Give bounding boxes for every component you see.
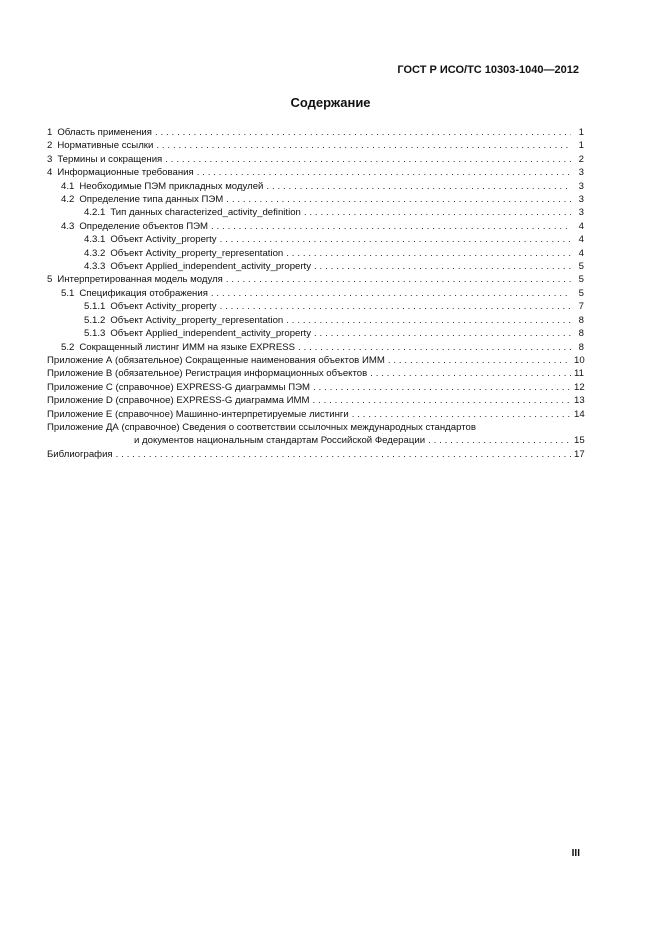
- toc-entry[interactable]: [47, 233, 584, 246]
- toc-entry[interactable]: [47, 341, 584, 354]
- toc-entry-title: Определение типа данных ПЭМ: [79, 194, 224, 206]
- toc-entry-title: Нормативные ссылки: [57, 140, 154, 152]
- dot-leader: [220, 233, 571, 246]
- toc-entry-page: 14: [574, 408, 585, 420]
- toc-entry-title: Интерпретированная модель модуля: [57, 274, 223, 286]
- toc-entry-number: 1: [47, 127, 53, 138]
- toc-entry-number: 5: [47, 274, 53, 286]
- toc-entry[interactable]: [47, 247, 584, 260]
- toc-entry-page: 5: [578, 261, 584, 273]
- toc-entry-number: 4.2: [61, 194, 75, 206]
- dot-leader: [314, 260, 571, 273]
- dot-leader: [220, 300, 571, 313]
- dot-leader: [352, 408, 571, 421]
- toc-entry-page: 1: [578, 140, 584, 152]
- toc-entry-title: Спецификация отображения: [79, 287, 208, 299]
- toc-entry[interactable]: [47, 166, 584, 179]
- toc-entry-number: 4.1: [61, 180, 75, 192]
- dot-leader: [314, 327, 571, 340]
- toc-entry-page: 2: [578, 153, 584, 165]
- toc-entry-annex[interactable]: [47, 408, 584, 421]
- toc-entry-title: Объект Activity_property_representation: [110, 247, 284, 259]
- dot-leader: [116, 448, 571, 461]
- toc-entry-title: Объект Activity_property: [110, 234, 217, 246]
- toc-entry[interactable]: [47, 126, 584, 139]
- toc-entry-page: 7: [578, 301, 584, 313]
- toc-entry-page: 11: [574, 368, 584, 380]
- toc-entry-number: 5.1.2: [84, 314, 106, 326]
- toc-entry-title: Приложение А (обязательное) Сокращенные наименования объектов ИММ: [47, 354, 385, 366]
- toc-entry-page: 4: [578, 247, 584, 259]
- toc-entry-title: Термины и сокращения: [57, 153, 163, 165]
- toc-entry-page: 3: [578, 180, 584, 192]
- toc-entry-title: Объект Applied_independent_activity_property: [110, 261, 312, 273]
- toc-entry-title: Объект Applied_independent_activity_property: [110, 328, 312, 340]
- toc-entry-page: 3: [578, 167, 584, 179]
- toc-entry-page: 8: [578, 314, 584, 326]
- toc-entry-title: Область применения: [57, 127, 152, 138]
- toc-entry-title: Тип данных characterized_activity_definition: [110, 207, 301, 219]
- toc-entry-title: Приложение ДА (справочное) Сведения о соответствии ссылочных международных стандартов: [47, 421, 476, 433]
- dot-leader: [286, 314, 571, 327]
- dot-leader: [313, 394, 571, 407]
- toc-entry-page: 13: [574, 395, 585, 407]
- dot-leader: [286, 247, 571, 260]
- toc-entry-title-continued: и документов национальным стандартам Российской Федерации: [134, 435, 426, 447]
- toc-entry-number: 5.1.3: [84, 328, 106, 340]
- toc-entry-title: Необходимые ПЭМ прикладных модулей: [79, 180, 264, 192]
- toc-entry-title: Приложение В (обязательное) Регистрация информационных объектов: [47, 368, 368, 380]
- toc-entry[interactable]: [47, 206, 584, 219]
- toc-entry-number: 4: [47, 167, 53, 179]
- toc-entry-page: 10: [574, 354, 585, 366]
- toc-title: Содержание: [290, 95, 371, 110]
- toc-entry[interactable]: [47, 314, 584, 327]
- toc-entry-title: Определение объектов ПЭМ: [79, 220, 208, 232]
- document-header: ГОСТ Р ИСО/ТС 10303-1040—2012: [397, 64, 579, 76]
- toc-entry-number: 2: [47, 140, 53, 152]
- toc-entry-number: 4.3.3: [84, 261, 106, 273]
- dot-leader: [313, 381, 571, 394]
- toc-entry-annex[interactable]: [47, 367, 584, 380]
- toc-entry-bibliography[interactable]: [47, 448, 584, 461]
- dot-leader: [211, 287, 571, 300]
- dot-leader: [298, 341, 571, 354]
- table-of-contents: [47, 126, 584, 461]
- toc-entry-number: 5.1.1: [84, 301, 106, 313]
- dot-leader: [156, 139, 571, 152]
- dot-leader: [226, 193, 571, 206]
- toc-entry-page: 5: [578, 274, 584, 286]
- dot-leader: [155, 126, 571, 139]
- toc-entry-number: 4.2.1: [84, 207, 106, 219]
- toc-entry-annex[interactable]: [47, 381, 584, 394]
- toc-entry-title: Объект Activity_property: [110, 301, 217, 313]
- toc-entry-number: 5.1: [61, 287, 75, 299]
- toc-entry[interactable]: [47, 180, 584, 193]
- toc-entry[interactable]: [47, 193, 584, 206]
- toc-entry[interactable]: [47, 153, 584, 166]
- toc-entry-page: 4: [578, 220, 584, 232]
- toc-entry-number: 4.3.2: [84, 247, 106, 259]
- dot-leader: [428, 434, 571, 447]
- toc-entry-page: 17: [574, 448, 585, 460]
- toc-entry-annex-da[interactable]: [47, 421, 584, 448]
- toc-entry[interactable]: [47, 300, 584, 313]
- toc-entry-page: 5: [578, 287, 584, 299]
- toc-entry-page: 3: [578, 207, 584, 219]
- dot-leader: [211, 220, 571, 233]
- toc-entry-title: Приложение С (справочное) EXPRESS-G диаграммы ПЭМ: [47, 381, 310, 393]
- toc-entry[interactable]: [47, 220, 584, 233]
- toc-entry-number: 3: [47, 153, 53, 165]
- toc-entry-annex[interactable]: [47, 354, 584, 367]
- dot-leader: [370, 367, 571, 380]
- toc-entry-page: 8: [578, 341, 584, 353]
- dot-leader: [304, 206, 571, 219]
- toc-entry-annex[interactable]: [47, 394, 584, 407]
- toc-entry[interactable]: [47, 260, 584, 273]
- toc-entry-title: Сокращенный листинг ИММ на языке EXPRESS: [79, 341, 296, 353]
- dot-leader: [266, 180, 571, 193]
- toc-entry-page: 12: [574, 381, 585, 393]
- dot-leader: [388, 354, 571, 367]
- toc-entry-number: 4.3: [61, 220, 75, 232]
- toc-entry-number: 4.3.1: [84, 234, 106, 246]
- toc-entry-page: 3: [578, 194, 584, 206]
- toc-entry[interactable]: [47, 273, 584, 286]
- toc-entry-page: 15: [574, 435, 585, 447]
- toc-entry-page: 4: [578, 234, 584, 246]
- toc-entry-title: Приложение Е (справочное) Машинно-интерпретируемые листинги: [47, 408, 349, 420]
- toc-entry-number: 5.2: [61, 341, 75, 353]
- dot-leader: [165, 153, 571, 166]
- toc-entry-title: Приложение D (справочное) EXPRESS-G диаграмма ИММ: [47, 395, 310, 407]
- toc-entry-page: 1: [578, 127, 584, 138]
- toc-entry-title: Библиография: [47, 448, 113, 460]
- toc-entry[interactable]: [47, 327, 584, 340]
- dot-leader: [226, 273, 571, 286]
- toc-entry[interactable]: [47, 139, 584, 152]
- dot-leader: [197, 166, 571, 179]
- toc-entry-title: Объект Activity_property_representation: [110, 314, 284, 326]
- page-number: III: [571, 848, 580, 859]
- toc-entry[interactable]: [47, 287, 584, 300]
- toc-entry-page: 8: [578, 328, 584, 340]
- toc-entry-title: Информационные требования: [57, 167, 194, 179]
